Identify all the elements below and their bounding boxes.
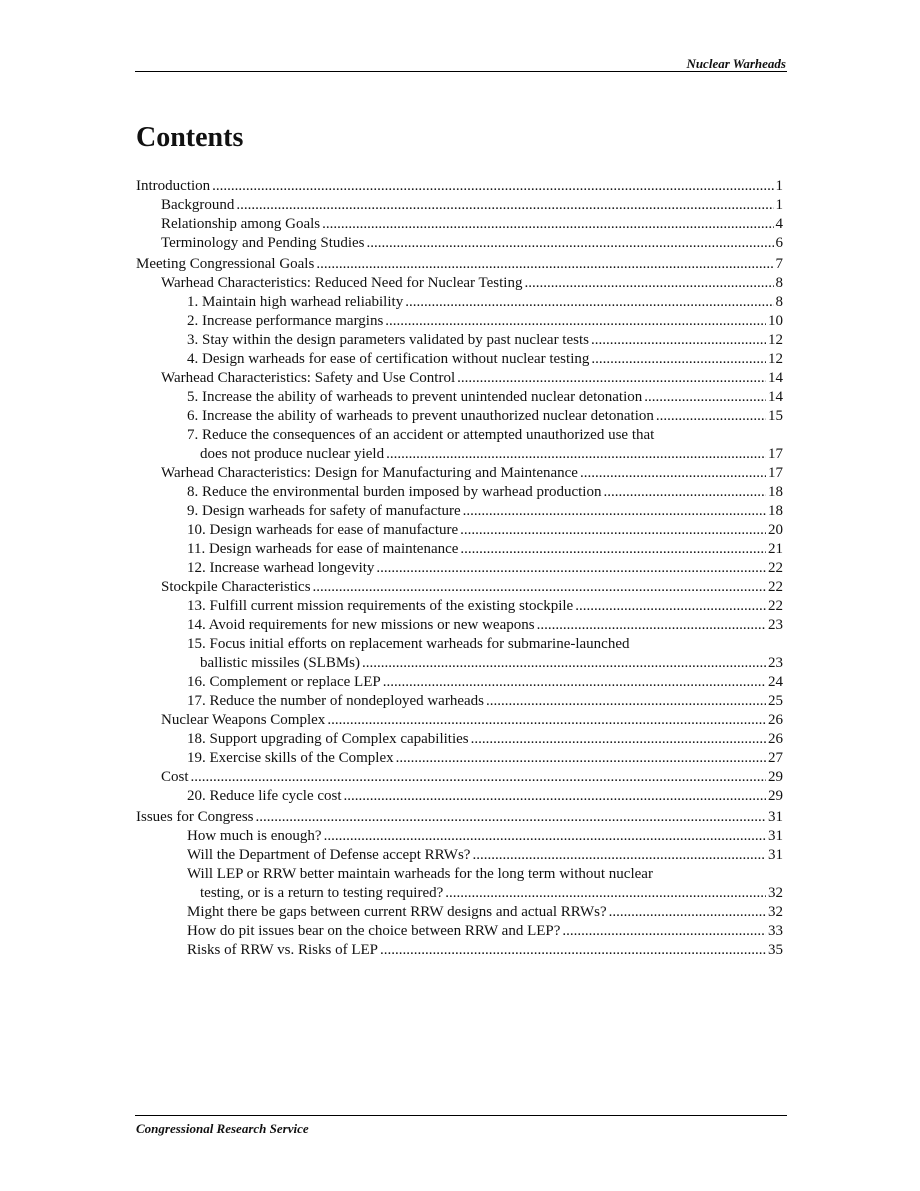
dot-leader: [603, 483, 766, 502]
toc-entry-title: Stockpile Characteristics: [161, 579, 311, 595]
toc-entry[interactable]: [136, 388, 783, 407]
dot-leader: [537, 616, 766, 635]
toc-entry-title: Warhead Characteristics: Design for Manufacturing and Maintenance: [161, 465, 578, 481]
dot-leader: [324, 827, 766, 846]
toc-entry-title: 16. Complement or replace LEP: [187, 674, 381, 690]
toc-entry-title: 10. Design warheads for ease of manufacture: [187, 522, 459, 538]
dot-leader: [445, 884, 766, 903]
toc-page-number: 29: [768, 769, 783, 785]
toc-entry[interactable]: [136, 445, 783, 464]
dot-leader: [460, 540, 766, 559]
toc-entry-title: 8. Reduce the environmental burden imposed by warhead production: [187, 484, 602, 500]
toc-page-number: 33: [768, 923, 783, 939]
toc-entry[interactable]: [136, 768, 783, 787]
toc-entry-title: 12. Increase warhead longevity: [187, 560, 375, 576]
toc-entry[interactable]: [136, 903, 783, 922]
toc-entry-title: How do pit issues bear on the choice between RRW and LEP?: [187, 923, 561, 939]
toc-entry-title: 17. Reduce the number of nondeployed warheads: [187, 693, 484, 709]
toc-section[interactable]: [136, 808, 783, 827]
toc-page-number: 32: [768, 885, 783, 901]
toc-entry-title: 4. Design warheads for ease of certification without nuclear testing: [187, 351, 590, 367]
toc-entry-title: Background: [161, 197, 235, 213]
toc-entry-title: 2. Increase performance margins: [187, 313, 384, 329]
toc-page-number: 32: [768, 904, 783, 920]
toc-entry[interactable]: [136, 730, 783, 749]
toc-page-number: 20: [768, 522, 783, 538]
toc-entry-title: 13. Fulfill current mission requirements of the existing stockpile: [187, 598, 574, 614]
toc-entry[interactable]: [136, 922, 783, 941]
toc-entry-title: Nuclear Weapons Complex: [161, 712, 326, 728]
dot-leader: [376, 559, 766, 578]
toc-entry-continuation: testing, or is a return to testing required?: [200, 885, 444, 901]
toc-page-number: 18: [768, 503, 783, 519]
dot-leader: [472, 846, 766, 865]
dot-leader: [471, 730, 766, 749]
toc-entry[interactable]: [136, 673, 783, 692]
toc-page-number: 26: [768, 731, 783, 747]
dot-leader: [367, 234, 774, 253]
toc-entry[interactable]: [136, 274, 783, 293]
dot-leader: [524, 274, 773, 293]
toc-section[interactable]: [136, 177, 783, 196]
toc-entry[interactable]: [136, 234, 783, 253]
toc-page-number: 8: [775, 294, 783, 310]
toc-entry-title: 9. Design warheads for safety of manufacture: [187, 503, 461, 519]
toc-page-number: 31: [768, 847, 783, 863]
toc-entry-title: 20. Reduce life cycle cost: [187, 788, 342, 804]
dot-leader: [486, 692, 766, 711]
toc-entry[interactable]: [136, 787, 783, 806]
toc-page-number: 17: [768, 465, 783, 481]
toc-entry[interactable]: [136, 559, 783, 578]
toc-entry[interactable]: [136, 597, 783, 616]
toc-entry-title: 1. Maintain high warhead reliability: [187, 294, 404, 310]
toc-entry-title: Introduction: [136, 178, 211, 194]
footer-publisher: Congressional Research Service: [136, 1121, 309, 1136]
toc-page-number: 29: [768, 788, 783, 804]
toc-entry-title: 11. Design warheads for ease of maintenance: [187, 541, 459, 557]
dot-leader: [322, 215, 773, 234]
toc-page-number: 22: [768, 579, 783, 595]
toc-page-number: 26: [768, 712, 783, 728]
dot-leader: [316, 255, 773, 274]
toc-entry[interactable]: [136, 350, 783, 369]
dot-leader: [656, 407, 766, 426]
toc-entry-title: Warhead Characteristics: Safety and Use Control: [161, 370, 456, 386]
toc-entry[interactable]: [136, 331, 783, 350]
dot-leader: [385, 312, 766, 331]
dot-leader: [362, 654, 766, 673]
toc-entry[interactable]: [136, 749, 783, 768]
dot-leader: [644, 388, 766, 407]
toc-entry[interactable]: [136, 407, 783, 426]
toc-section[interactable]: [136, 255, 783, 274]
toc-entry-title: Will LEP or RRW better maintain warheads for the long term without nuclear: [187, 866, 653, 882]
toc-page-number: 8: [775, 275, 783, 291]
toc-page-number: 31: [768, 809, 783, 825]
dot-leader: [383, 673, 766, 692]
toc-entry-title: 7. Reduce the consequences of an accident or attempted unauthorized use that: [187, 427, 655, 443]
dot-leader: [591, 331, 766, 350]
table-of-contents: [136, 177, 783, 960]
toc-page-number: 4: [775, 216, 783, 232]
toc-entry[interactable]: [136, 215, 783, 234]
toc-page-number: 15: [768, 408, 783, 424]
toc-entry-title: Cost: [161, 769, 189, 785]
toc-page-number: 12: [768, 351, 783, 367]
dot-leader: [212, 177, 773, 196]
toc-entry-title: 5. Increase the ability of warheads to prevent unintended nuclear detonation: [187, 389, 643, 405]
toc-entry[interactable]: [136, 884, 783, 903]
toc-entry-title: How much is enough?: [187, 828, 322, 844]
toc-entry-title: Relationship among Goals: [161, 216, 321, 232]
toc-entry-title: 19. Exercise skills of the Complex: [187, 750, 394, 766]
toc-page-number: 22: [768, 598, 783, 614]
toc-entry-title: Will the Department of Defense accept RRWs?: [187, 847, 471, 863]
toc-entry-title: Issues for Congress: [136, 809, 254, 825]
toc-entry-continuation: ballistic missiles (SLBMs): [200, 655, 361, 671]
toc-entry[interactable]: [136, 293, 783, 312]
dot-leader: [344, 787, 766, 806]
dot-leader: [256, 808, 767, 827]
dot-leader: [405, 293, 773, 312]
running-header: Nuclear Warheads: [686, 56, 786, 71]
toc-entry-continuation: does not produce nuclear yield: [200, 446, 385, 462]
toc-entry-title: Might there be gaps between current RRW designs and actual RRWs?: [187, 904, 607, 920]
dot-leader: [460, 521, 766, 540]
toc-entry[interactable]: [136, 616, 783, 635]
dot-leader: [463, 502, 766, 521]
toc-entry[interactable]: [136, 846, 783, 865]
dot-leader: [191, 768, 766, 787]
dot-leader: [575, 597, 766, 616]
toc-entry-title: 14. Avoid requirements for new missions or new weapons: [187, 617, 535, 633]
toc-entry[interactable]: [136, 711, 783, 730]
toc-page-number: 25: [768, 693, 783, 709]
dot-leader: [386, 445, 766, 464]
toc-page-number: 31: [768, 828, 783, 844]
toc-entry-title: Risks of RRW vs. Risks of LEP: [187, 942, 379, 958]
toc-page-number: 35: [768, 942, 783, 958]
dot-leader: [396, 749, 766, 768]
toc-page-number: 14: [768, 370, 783, 386]
toc-page-number: 1: [775, 197, 783, 213]
toc-page-number: 1: [775, 178, 783, 194]
toc-entry-title: Meeting Congressional Goals: [136, 256, 315, 272]
dot-leader: [580, 464, 766, 483]
footer-rule: [135, 1115, 787, 1116]
toc-entry[interactable]: [136, 692, 783, 711]
toc-page-number: 22: [768, 560, 783, 576]
toc-page-number: 23: [768, 617, 783, 633]
toc-entry[interactable]: [136, 369, 783, 388]
toc-page-number: 17: [768, 446, 783, 462]
toc-entry-title: Warhead Characteristics: Reduced Need for Nuclear Testing: [161, 275, 523, 291]
toc-page-number: 10: [768, 313, 783, 329]
toc-entry[interactable]: [136, 941, 783, 960]
toc-entry[interactable]: [136, 483, 783, 502]
toc-page-number: 21: [768, 541, 783, 557]
dot-leader: [313, 578, 766, 597]
toc-page-number: 18: [768, 484, 783, 500]
toc-entry-title: 18. Support upgrading of Complex capabilities: [187, 731, 469, 747]
toc-page-number: 6: [775, 235, 783, 251]
toc-entry[interactable]: [136, 827, 783, 846]
toc-page-number: 7: [775, 256, 783, 272]
toc-entry-title: 6. Increase the ability of warheads to prevent unauthorized nuclear detonation: [187, 408, 654, 424]
toc-entry-title: Terminology and Pending Studies: [161, 235, 365, 251]
dot-leader: [609, 903, 766, 922]
toc-entry-title: 15. Focus initial efforts on replacement warheads for submarine-launched: [187, 636, 630, 652]
toc-page-number: 12: [768, 332, 783, 348]
dot-leader: [562, 922, 766, 941]
toc-page-number: 24: [768, 674, 783, 690]
toc-entry[interactable]: [136, 540, 783, 559]
dot-leader: [457, 369, 766, 388]
toc-entry[interactable]: [136, 502, 783, 521]
header-rule: [135, 71, 787, 72]
dot-leader: [380, 941, 766, 960]
toc-entry[interactable]: [136, 521, 783, 540]
toc-entry[interactable]: [136, 464, 783, 483]
page-title: Contents: [136, 122, 244, 153]
toc-entry[interactable]: [136, 578, 783, 597]
dot-leader: [327, 711, 766, 730]
dot-leader: [591, 350, 766, 369]
toc-entry[interactable]: [136, 312, 783, 331]
toc-entry[interactable]: [136, 654, 783, 673]
toc-page-number: 23: [768, 655, 783, 671]
dot-leader: [236, 196, 773, 215]
toc-entry[interactable]: [136, 196, 783, 215]
toc-page-number: 14: [768, 389, 783, 405]
toc-page-number: 27: [768, 750, 783, 766]
toc-entry-title: 3. Stay within the design parameters validated by past nuclear tests: [187, 332, 589, 348]
